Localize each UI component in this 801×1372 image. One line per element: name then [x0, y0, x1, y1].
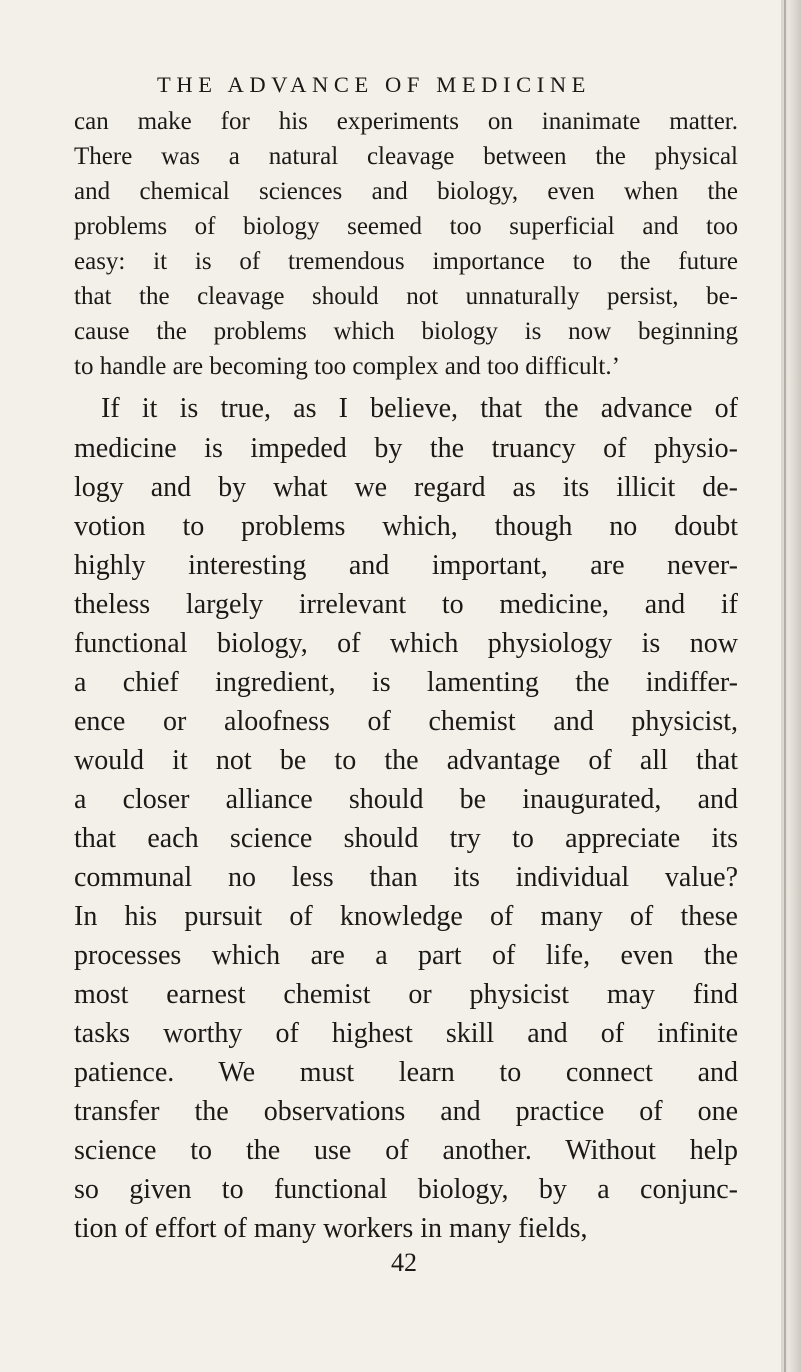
running-head: THE ADVANCE OF MEDICINE — [157, 72, 592, 97]
text-line: to handle are becoming too complex and too difficult.’ — [74, 353, 620, 380]
text-line: problems of biology seemed too superficial and too — [74, 213, 738, 240]
text-line: functional biology, of which physiology is now — [74, 628, 738, 659]
text-line: If it is true, as I believe, that the advance of — [101, 393, 738, 424]
text-line: a chief ingredient, is lamenting the indiffer- — [74, 667, 738, 698]
text-line: can make for his experiments on inanimate matter. — [74, 108, 738, 135]
text-line: votion to problems which, though no doubt — [74, 511, 738, 542]
text-line: and chemical sciences and biology, even when the — [74, 178, 738, 205]
text-line: There was a natural cleavage between the physical — [74, 143, 738, 170]
text-line: that each science should try to appreciate its — [74, 823, 738, 854]
text-line: communal no less than its individual value? — [74, 862, 738, 893]
text-line: most earnest chemist or physicist may find — [74, 979, 738, 1010]
text-line: so given to functional biology, by a conjunc- — [74, 1174, 738, 1205]
text-line: transfer the observations and practice of one — [74, 1096, 738, 1127]
text-line: patience. We must learn to connect and — [74, 1057, 738, 1088]
text-line: that the cleavage should not unnaturally persist, be- — [74, 283, 738, 310]
text-line: tion of effort of many workers in many fields, — [74, 1213, 588, 1244]
text-line: processes which are a part of life, even the — [74, 940, 738, 971]
text-line: a closer alliance should be inaugurated, and — [74, 784, 738, 815]
page-number: 42 — [391, 1248, 417, 1277]
text-line: medicine is impeded by the truancy of physio- — [74, 433, 738, 464]
text-line: would it not be to the advantage of all that — [74, 745, 738, 776]
text-line: cause the problems which biology is now beginning — [74, 318, 738, 345]
text-line: tasks worthy of highest skill and of infinite — [74, 1018, 738, 1049]
text-line: ence or aloofness of chemist and physicist, — [74, 706, 738, 737]
text-line: In his pursuit of knowledge of many of these — [74, 901, 738, 932]
text-line: science to the use of another. Without help — [74, 1135, 738, 1166]
text-line: logy and by what we regard as its illicit de- — [74, 472, 738, 503]
text-line: highly interesting and important, are never- — [74, 550, 738, 581]
text-line: easy: it is of tremendous importance to the future — [74, 248, 738, 275]
text-line: theless largely irrelevant to medicine, and if — [74, 589, 738, 620]
gutter-line — [784, 0, 786, 1372]
